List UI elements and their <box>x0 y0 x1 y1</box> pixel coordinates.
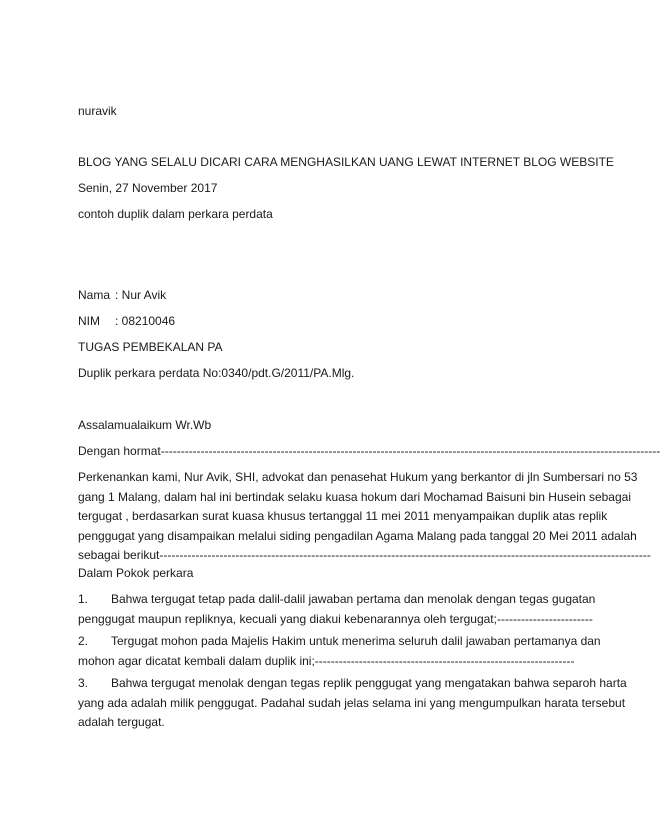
list-item <box>78 632 601 671</box>
item-line: adalah tergugat. <box>78 715 165 729</box>
intro-line: sebagai berikut--------------------------------------------------------------------------------------------------------------------------- <box>78 548 651 562</box>
item-line: Bahwa tergugat menolak dengan tegas replik penggugat yang mengatakan bahwa separoh harta <box>111 676 627 690</box>
item-number: 2. <box>78 634 89 648</box>
post-date: Senin, 27 November 2017 <box>78 181 218 195</box>
list-item <box>78 674 627 733</box>
nim-label: NIM <box>78 314 100 328</box>
salutation: Dengan hormat----------------------------------------------------------------------------------------------------------------------------- <box>78 444 660 458</box>
name-row <box>78 288 563 303</box>
intro-line: tergugat , berdasarkan surat kuasa khusus tertanggal 11 mei 2011 menyampaikan duplik atas replik <box>78 509 608 523</box>
item-line: mohon agar dicatat kembali dalam duplik ini;----------------------------------------------------------------- <box>78 653 575 668</box>
name-value: : Nur Avik <box>115 288 167 302</box>
case-number-line: Duplik perkara perdata No:0340/pdt.G/2011/PA.Mlg. <box>78 366 355 380</box>
item-line: penggugat maupun repliknya, kecuali yang diakui kebenarannya oleh tergugat;------------------------ <box>78 611 593 626</box>
item-number: 1. <box>78 592 89 606</box>
list-item <box>78 590 596 629</box>
item-line: Tergugat mohon pada Majelis Hakim untuk menerima seluruh dalil jawaban pertamanya dan <box>111 634 601 648</box>
nim-value: : 08210046 <box>115 314 176 328</box>
name-label: Nama <box>78 288 111 302</box>
blog-title: BLOG YANG SELALU DICARI CARA MENGHASILKAN UANG LEWAT INTERNET BLOG WEBSITE <box>78 155 614 169</box>
intro-line: gang 1 Malang, dalam hal ini bertindak selaku kuasa hokum dari Mochamad Baisuni bin Husein sebagai <box>78 489 631 504</box>
intro-line: penggugat yang disampaikan melalui siding pengadilan Agama Malang pada tanggal 20 Mei 2011 adalah <box>78 528 637 543</box>
item-line: yang ada adalah milik penggugat. Padahal sudah jelas selama ini yang mengumpulkan harata tersebut <box>78 695 626 710</box>
section-heading: Dalam Pokok perkara <box>78 566 194 580</box>
item-number: 3. <box>78 676 89 690</box>
intro-line: Perkenankan kami, Nur Avik, SHI, advokat dan penasehat Hukum yang berkantor di jln Sumbersari no 53 <box>78 470 638 484</box>
item-line: Bahwa tergugat tetap pada dalil-dalil jawaban pertama dan menolak dengan tegas gugatan <box>111 592 596 606</box>
greeting: Assalamualaikum Wr.Wb <box>78 418 212 432</box>
post-subtitle: contoh duplik dalam perkara perdata <box>78 207 273 221</box>
author-name: nuravik <box>78 104 117 118</box>
assignment-title: TUGAS PEMBEKALAN PA <box>78 340 223 354</box>
nim-row <box>78 314 563 329</box>
intro-paragraph <box>78 468 651 566</box>
